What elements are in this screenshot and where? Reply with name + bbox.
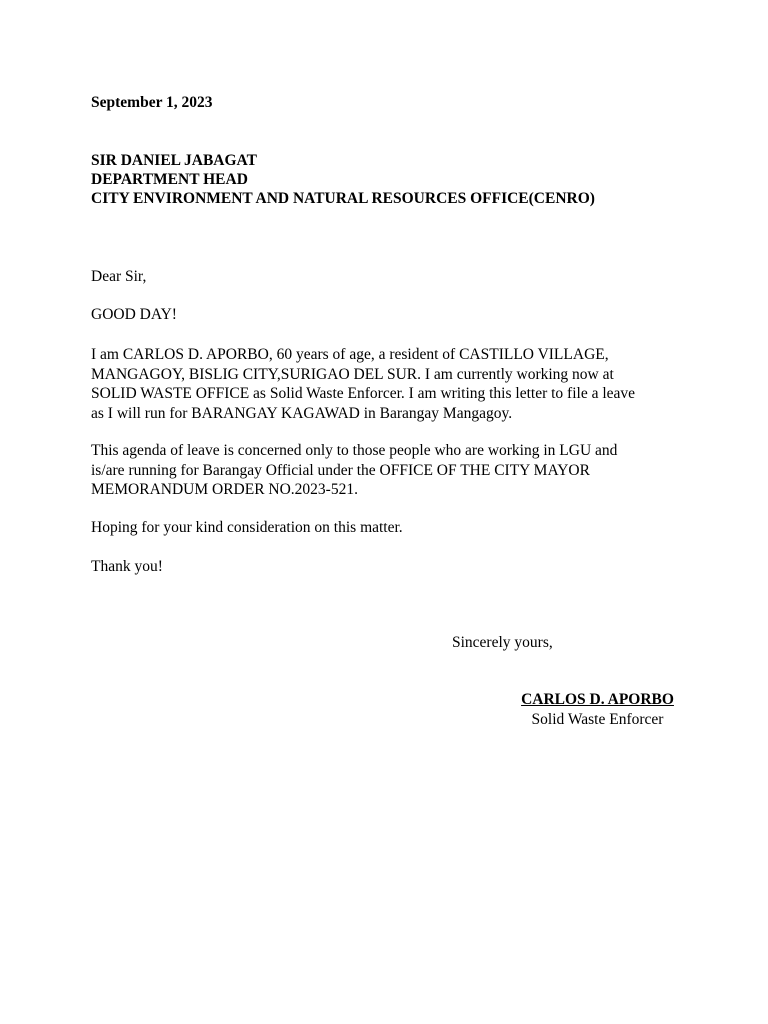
recipient-title: DEPARTMENT HEAD [91,171,248,188]
body-paragraph: Hoping for your kind consideration on this matter. [91,519,403,536]
body-paragraph: This agenda of leave is concerned only to those people who are working in LGU and is/are running for Barangay Official under the OFFICE OF THE CITY MAYOR MEMORANDUM ORDER NO.2023-521. [91,442,618,498]
signer-title: Solid Waste Enforcer [531,710,664,728]
thanks-line: Thank you! [91,558,163,575]
letter-date: September 1, 2023 [91,94,213,111]
closing: Sincerely yours, [452,634,553,651]
body-paragraph: I am CARLOS D. APORBO, 60 years of age, a resident of CASTILLO VILLAGE, MANGAGOY, BISLIG CITY,SURIGAO DEL SUR. I am currently working now at SOLID WASTE OFFICE as Solid Waste Enforcer. I am writing this letter to file a leave as I will run for BARANGAY KAGAWAD in Barangay Mangagoy. [91,346,636,422]
signature-block [500,690,695,729]
greeting: GOOD DAY! [91,306,177,323]
recipient-office: CITY ENVIRONMENT AND NATURAL RESOURCES OFFICE(CENRO) [91,190,595,207]
signer-name: CARLOS D. APORBO [521,691,674,708]
recipient-name: SIR DANIEL JABAGAT [91,152,257,169]
salutation: Dear Sir, [91,268,147,285]
